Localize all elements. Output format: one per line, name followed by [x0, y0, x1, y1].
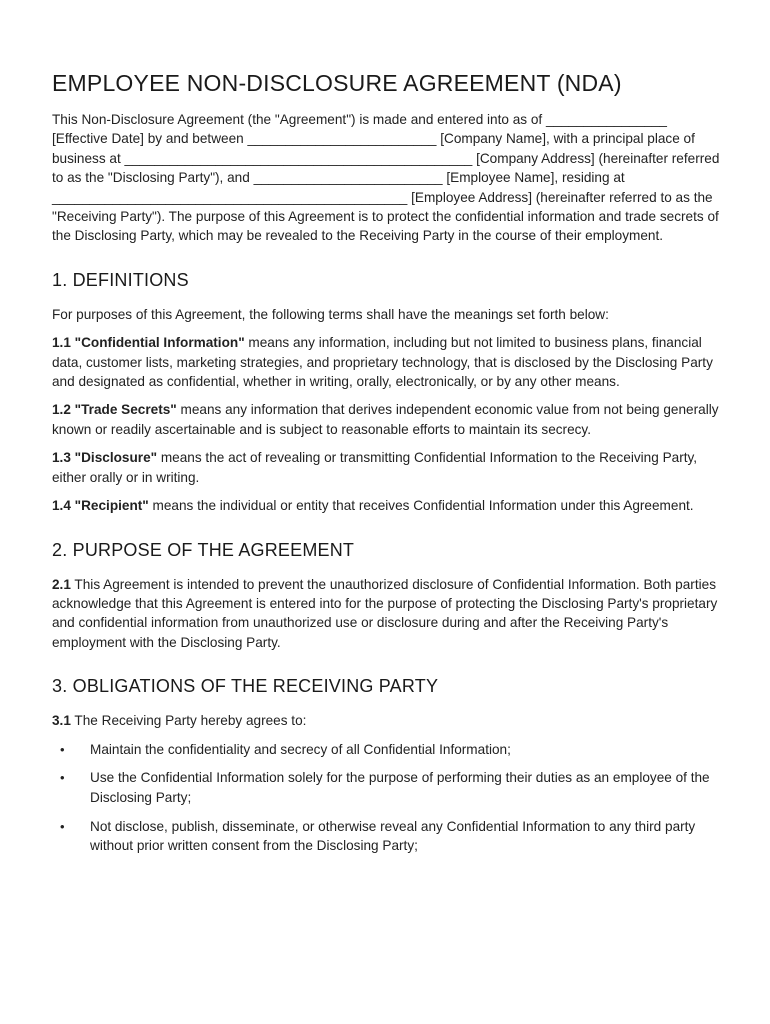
definition-term: 1.4 "Recipient": [52, 498, 149, 514]
document-title: EMPLOYEE NON-DISCLOSURE AGREEMENT (NDA): [52, 70, 622, 96]
definitions-lead: For purposes of this Agreement, the following terms shall have the meanings set forth below:: [52, 306, 609, 322]
purpose-2-1: [52, 575, 724, 653]
definition-1-1: [52, 333, 724, 391]
clause-number: 3.1: [52, 713, 71, 729]
definition-1-3: [52, 448, 724, 487]
intro-paragraph: This Non-Disclosure Agreement (the "Agreement") is made and entered into as of ________________ [Effective Date] by and between _________________________ [Company Name], with a principal place of business at ______________________________________________ [Company Address] (hereinafter referred to as the "Disclosing Party"), and _________________________ [Employee Name], residing at _______________________________________________ [Employee Address] (hereinafter referred to as the "Receiving Party"). The purpose of this Agreement is to protect the confidential information and trade secrets of the Disclosing Party, which may be revealed to the Receiving Party in the course of their employment.: [52, 112, 720, 244]
clause-number: 2.1: [52, 576, 71, 592]
definition-text: means any information, including but not limited to business plans, financial data, customer lists, marketing strategies, and proprietary technology, that is disclosed by the Disclosing Party and designated as confidential, whether in writing, orally, electronically, or by any other means.: [52, 335, 713, 390]
section-heading-purpose: 2. PURPOSE OF THE AGREEMENT: [52, 539, 355, 560]
list-item: [52, 740, 724, 759]
document-page: [52, 70, 724, 865]
definition-term: 1.3 "Disclosure": [52, 450, 158, 466]
section-heading-definitions: 1. DEFINITIONS: [52, 269, 189, 290]
definition-term: 1.1 "Confidential Information": [52, 335, 245, 351]
clause-text: The Receiving Party hereby agrees to:: [70, 713, 307, 729]
definition-text: means any information that derives independent economic value from not being generally known or readily ascertainable and is subject to reasonable efforts to maintain its secrecy.: [52, 402, 719, 437]
bullet-icon: •: [60, 818, 65, 834]
list-item-text: Use the Confidential Information solely for the purpose of performing their duties as an employee of the Disclosing Party;: [90, 770, 710, 805]
definition-text: means the act of revealing or transmitting Confidential Information to the Receiving Party, either orally or in writing.: [52, 450, 698, 485]
obligations-list: [52, 740, 724, 856]
list-item: [52, 817, 724, 856]
list-item-text: Maintain the confidentiality and secrecy of all Confidential Information;: [90, 741, 511, 757]
definition-1-2: [52, 400, 724, 439]
list-item: [52, 768, 724, 807]
definition-text: means the individual or entity that receives Confidential Information under this Agreement.: [148, 498, 694, 514]
section-heading-obligations: 3. OBLIGATIONS OF THE RECEIVING PARTY: [52, 676, 439, 697]
obligations-3-1: [52, 711, 724, 730]
bullet-icon: •: [60, 741, 65, 757]
clause-text: This Agreement is intended to prevent the unauthorized disclosure of Confidential Information. Both parties acknowledge that this Agreement is entered into for the purpose of protecting the Disclosing Party's proprietary and confidential information from unauthorized use or disclosure during and after the Receiving Party's employment with the Disclosing Party.: [52, 576, 718, 650]
bullet-icon: •: [60, 770, 65, 786]
definition-1-4: [52, 496, 724, 515]
definition-term: 1.2 "Trade Secrets": [52, 402, 177, 418]
list-item-text: Not disclose, publish, disseminate, or otherwise reveal any Confidential Information to any third party without prior written consent from the Disclosing Party;: [90, 818, 696, 854]
